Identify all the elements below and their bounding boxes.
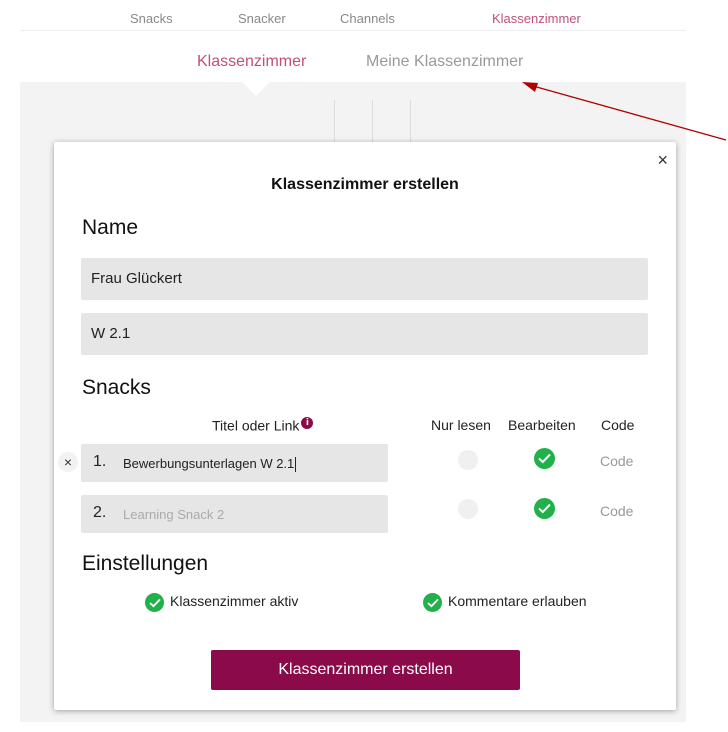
- class-name-field[interactable]: W 2.1: [81, 313, 648, 355]
- code-link[interactable]: Code: [600, 503, 634, 519]
- snack-number: 1.: [93, 453, 107, 470]
- remove-row-icon[interactable]: ×: [58, 452, 78, 472]
- snacks-heading: Snacks: [82, 376, 151, 399]
- nav-item-klassenzimmer[interactable]: Klassenzimmer: [492, 11, 581, 26]
- title-or-link-label: Titel oder Link: [212, 417, 300, 434]
- nav-item-snacks[interactable]: Snacks: [130, 11, 173, 26]
- name-heading: Name: [82, 216, 139, 239]
- settings-heading: Einstellungen: [82, 552, 209, 575]
- readonly-header: Nur lesen: [431, 417, 491, 433]
- create-classroom-button[interactable]: Klassenzimmer erstellen: [211, 650, 520, 690]
- tab-klassenzimmer[interactable]: Klassenzimmer: [197, 53, 307, 70]
- setting-label: Kommentare erlauben: [448, 593, 587, 610]
- snack-placeholder: Learning Snack 2: [123, 507, 225, 522]
- info-icon[interactable]: i: [301, 417, 313, 429]
- active-tab-caret: [242, 82, 270, 96]
- close-icon[interactable]: ×: [657, 150, 668, 170]
- nav-item-snacker[interactable]: Snacker: [238, 11, 286, 26]
- edit-header: Bearbeiten: [508, 417, 576, 433]
- snack-value-text: Bewerbungsunterlagen W 2.1: [123, 456, 295, 471]
- snack-number: 2.: [93, 504, 107, 521]
- tab-meine-klassenzimmer[interactable]: Meine Klassenzimmer: [366, 53, 524, 70]
- code-link[interactable]: Code: [600, 453, 634, 469]
- setting-label: Klassenzimmer aktiv: [170, 593, 299, 610]
- nav-item-channels[interactable]: Channels: [340, 11, 395, 26]
- dialog-title: Klassenzimmer erstellen: [271, 176, 459, 193]
- code-header: Code: [601, 417, 635, 433]
- teacher-name-field[interactable]: Frau Glückert: [81, 258, 648, 300]
